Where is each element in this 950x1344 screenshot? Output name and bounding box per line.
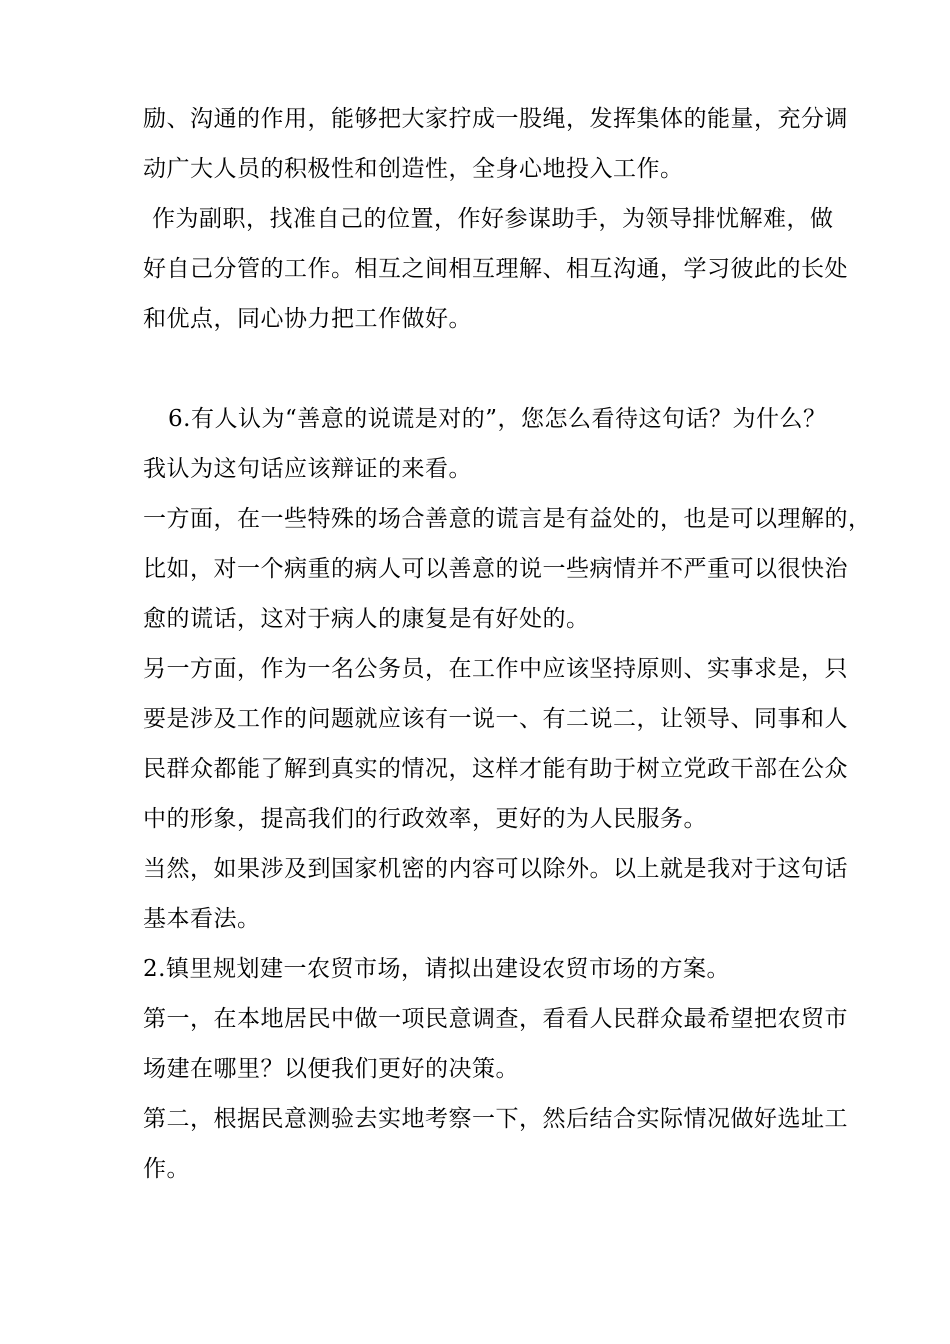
question-heading: 6.有人认为“善意的说谎是对的”，您怎么看待这句话？为什么？	[168, 406, 827, 432]
text-line: 一方面，在一些特殊的场合善意的谎言是有益处的，也是可以理解的，	[143, 506, 872, 532]
text-line: 动广大人员的积极性和创造性，全身心地投入工作。	[143, 156, 684, 182]
question-heading: 2.镇里规划建一农贸市场，请拟出建设农贸市场的方案。	[143, 956, 730, 982]
text-line: 愈的谎话，这对于病人的康复是有好处的。	[143, 606, 590, 632]
text-line: 好自己分管的工作。相互之间相互理解、相互沟通，学习彼此的长处	[143, 256, 848, 282]
text-line: 第一，在本地居民中做一项民意调查，看看人民群众最希望把农贸市	[143, 1006, 848, 1032]
text-line: 第二，根据民意测验去实地考察一下，然后结合实际情况做好选址工	[143, 1106, 848, 1132]
text-line: 作。	[143, 1156, 190, 1182]
text-line: 场建在哪里？以便我们更好的决策。	[143, 1056, 519, 1082]
text-line: 另一方面，作为一名公务员，在工作中应该坚持原则、实事求是，只	[143, 656, 848, 682]
text-line: 和优点，同心协力把工作做好。	[143, 306, 472, 332]
text-line: 作为副职，找准自己的位置，作好参谋助手，为领导排忧解难，做	[152, 206, 834, 232]
text-line: 要是涉及工作的问题就应该有一说一、有二说二，让领导、同事和人	[143, 706, 848, 732]
text-line: 比如，对一个病重的病人可以善意的说一些病情并不严重可以很快治	[143, 556, 848, 582]
text-line: 当然，如果涉及到国家机密的内容可以除外。以上就是我对于这句话	[143, 856, 848, 882]
text-line: 励、沟通的作用，能够把大家拧成一股绳，发挥集体的能量，充分调	[143, 106, 848, 132]
text-line: 基本看法。	[143, 906, 261, 932]
text-line: 中的形象，提高我们的行政效率，更好的为人民服务。	[143, 806, 707, 832]
text-line: 民群众都能了解到真实的情况，这样才能有助于树立党政干部在公众	[143, 756, 848, 782]
text-line: 我认为这句话应该辩证的来看。	[143, 456, 472, 482]
